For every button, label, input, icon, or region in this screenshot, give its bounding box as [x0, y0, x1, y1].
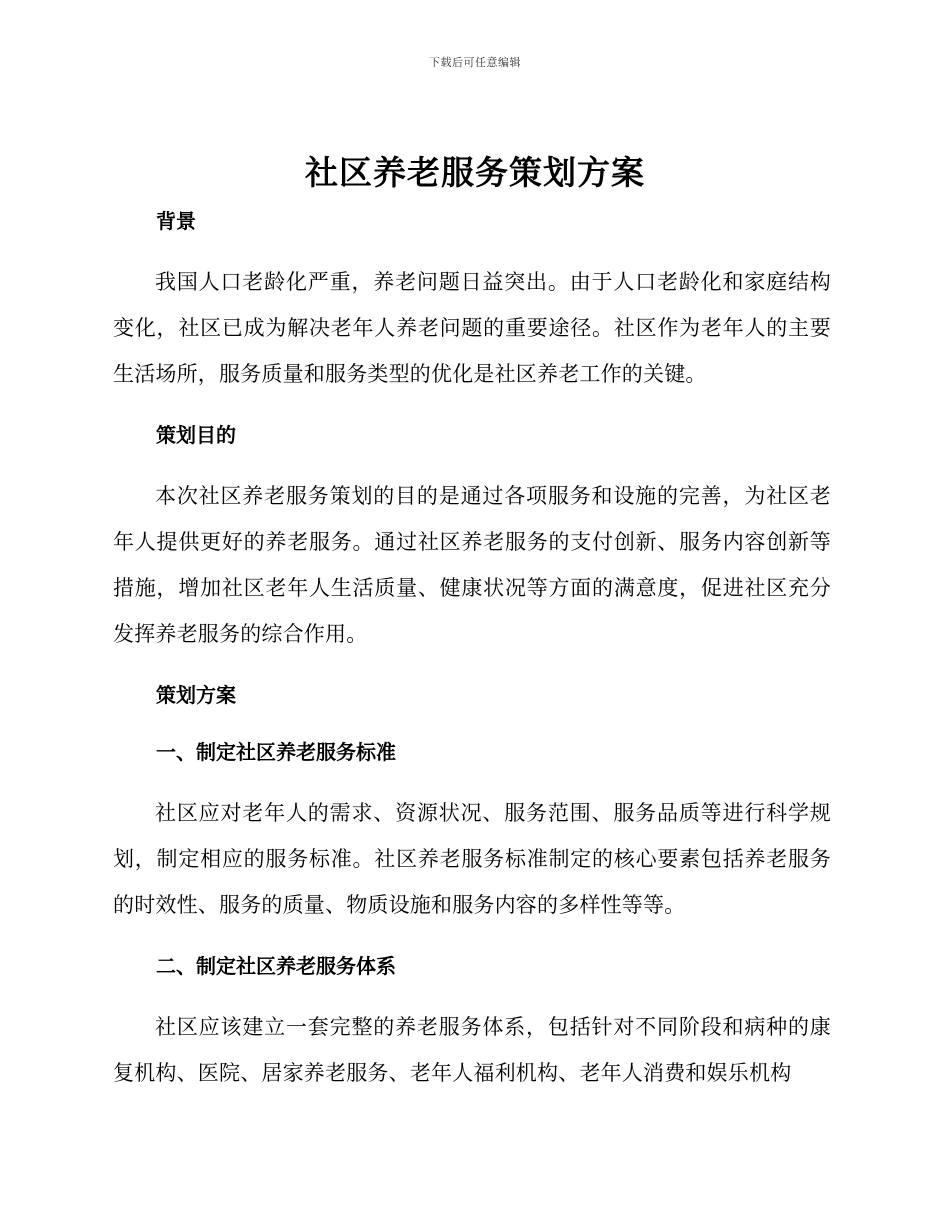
section-heading-system: 二、制定社区养老服务体系	[156, 954, 396, 978]
section-heading-standard: 一、制定社区养老服务标准	[156, 740, 396, 764]
paragraph-background: 我国人口老龄化严重，养老问题日益突出。由于人口老龄化和家庭结构变化，社区已成为解决老年人养老问题的重要途径。社区作为老年人的主要生活场所，服务质量和服务类型的优化是社区养老工作的关键。	[113, 270, 831, 386]
section-heading-purpose: 策划目的	[156, 423, 236, 447]
section-heading-plan: 策划方案	[156, 683, 236, 707]
section-heading-background: 背景	[156, 209, 196, 233]
paragraph-system: 社区应该建立一套完整的养老服务体系，包括针对不同阶段和病种的康复机构、医院、居家养老服务、老年人福利机构、老年人消费和娱乐机构	[113, 1015, 831, 1085]
paragraph-standard: 社区应对老年人的需求、资源状况、服务范围、服务品质等进行科学规划，制定相应的服务标准。社区养老服务标准制定的核心要素包括养老服务的时效性、服务的质量、物质设施和服务内容的多样性等等。	[113, 801, 831, 917]
document-body	[113, 203, 831, 1096]
paragraph-purpose: 本次社区养老服务策划的目的是通过各项服务和设施的完善，为社区老年人提供更好的养老服务。通过社区养老服务的支付创新、服务内容创新等措施，增加社区老年人生活质量、健康状况等方面的满意度，促进社区充分发挥养老服务的综合作用。	[113, 484, 831, 646]
document-title: 社区养老服务策划方案	[305, 153, 645, 192]
header-note: 下载后可任意编辑	[429, 56, 521, 69]
